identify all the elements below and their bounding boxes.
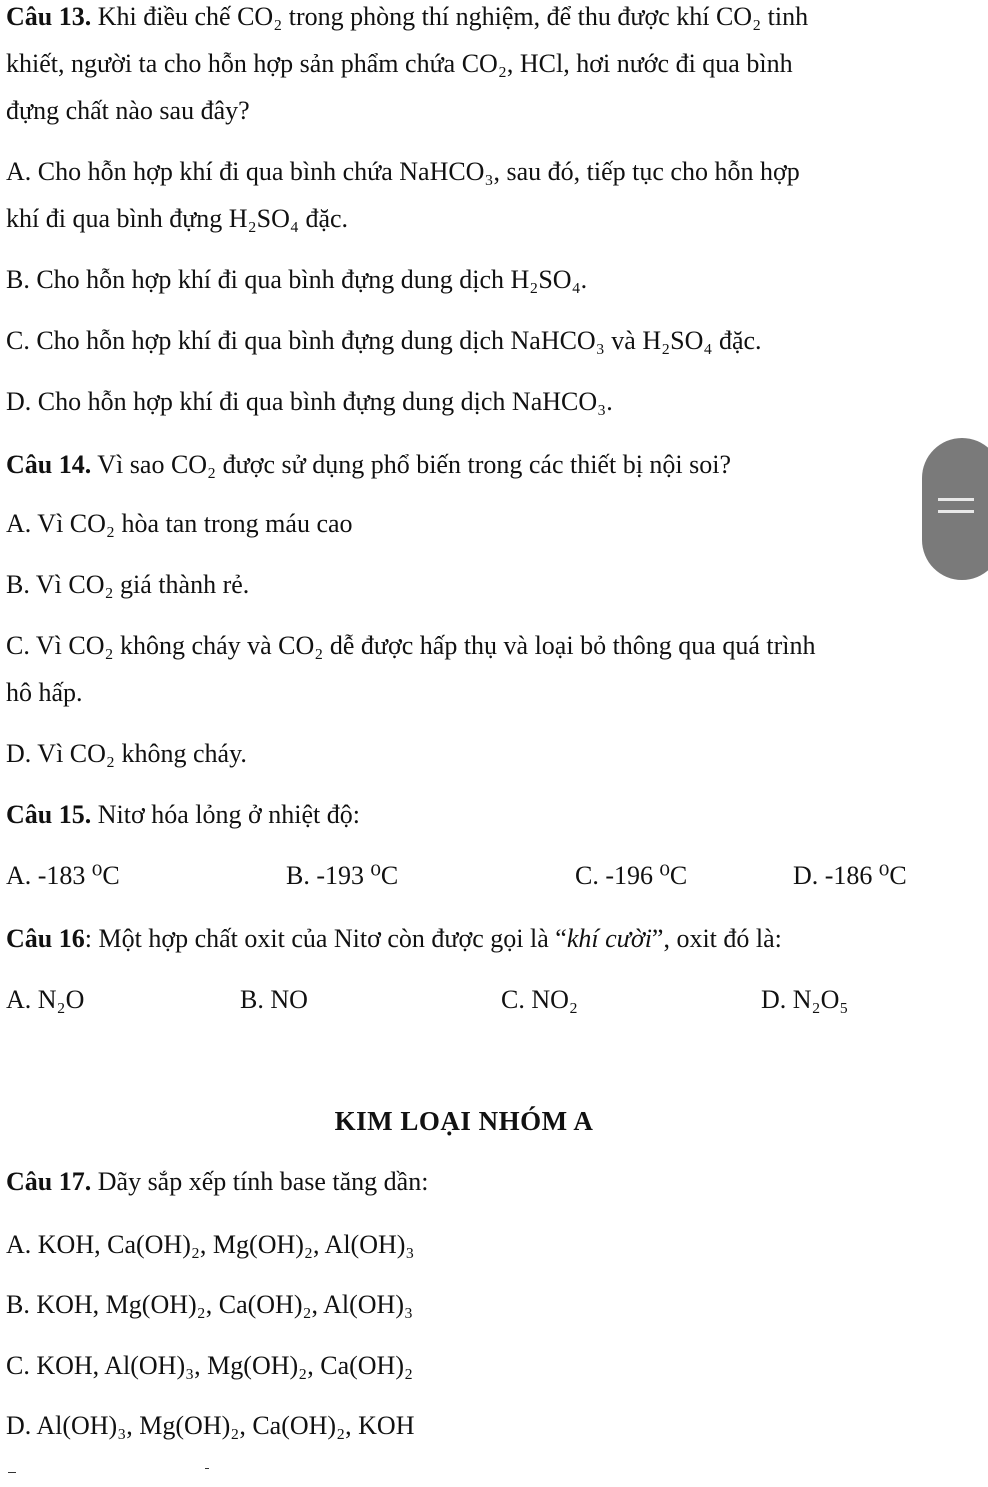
q17-option-d: D. Al(OH)₃, Mg(OH)₂, Ca(OH)₂, KOH [6,1411,415,1440]
q16-stem-text-before: : Một hợp chất oxit của Nitơ còn được gọi là “ [84,924,567,953]
q15-option-c: C. -196 ⁰C [575,861,688,890]
side-drag-handle[interactable] [922,438,988,580]
q17-stem-text: Dãy sắp xếp tính base tăng dần: [97,1167,429,1196]
q17-option-c: C. KOH, Al(OH)₃, Mg(OH)₂, Ca(OH)₂ [6,1351,414,1380]
q13-option-a-line-2: khí đi qua bình đựng H₂SO₄ đặc. [6,204,349,233]
q16-option-c: C. NO₂ [501,985,578,1014]
q16-stem-text-after: ”, oxit đó là: [651,924,782,953]
q13-option-a-line-1: A. Cho hỗn hợp khí đi qua bình chứa NaHCO₃, sau đó, tiếp tục cho hỗn hợp [6,157,800,186]
q13-option-d: D. Cho hỗn hợp khí đi qua bình đựng dung dịch NaHCO₃. [6,387,613,416]
q13-option-c: C. Cho hỗn hợp khí đi qua bình đựng dung dịch NaHCO₃ và H₂SO₄ đặc. [6,326,762,355]
q14-option-a: A. Vì CO₂ hòa tan trong máu cao [6,509,353,538]
q14-option-d: D. Vì CO₂ không cháy. [6,739,247,768]
q13-option-b: B. Cho hỗn hợp khí đi qua bình đựng dung dịch H₂SO₄. [6,265,588,294]
q14-option-c-line-2: hô hấp. [6,678,83,707]
q15-label: Câu 15 [6,800,85,829]
section-heading: KIM LOẠI NHÓM A [334,1106,594,1136]
q14-stem: Câu 14. Vì sao CO₂ được sử dụng phổ biến trong các thiết bị nội soi? [6,450,732,479]
q13-label: Câu 13 [6,2,85,31]
q16-label: Câu 16 [6,924,85,953]
q16-option-a: A. N₂O [6,985,85,1014]
q15-option-a: A. -183 ⁰C [6,861,120,890]
q17-label: Câu 17 [6,1167,85,1196]
q13-stem-line-2: khiết, người ta cho hỗn hợp sản phẩm chứa CO₂, HCl, hơi nước đi qua bình [6,49,793,78]
q17-option-a: A. KOH, Ca(OH)₂, Mg(OH)₂, Al(OH)₃ [6,1230,415,1259]
q15-stem-text: Nitơ hóa lỏng ở nhiệt độ: [97,800,360,829]
q17-stem: Câu 17. Dãy sắp xếp tính base tăng dần: [6,1167,429,1196]
q15-stem: Câu 15. Nitơ hóa lỏng ở nhiệt độ: [6,800,360,829]
q16-stem-italic: khí cười [566,924,652,953]
q15-option-d: D. -186 ⁰C [793,861,907,890]
q14-option-b: B. Vì CO₂ giá thành rẻ. [6,570,250,599]
q14-stem-text: Vì sao CO₂ được sử dụng phổ biến trong các thiết bị nội soi? [97,450,732,479]
q16-option-b: B. NO [240,985,308,1014]
q17-option-b: B. KOH, Mg(OH)₂, Ca(OH)₂, Al(OH)₃ [6,1290,414,1319]
grip-line-bottom [938,510,974,513]
q13-stem-line-3: đựng chất nào sau đây? [6,96,250,125]
q14-label: Câu 14 [6,450,85,479]
q16-option-d: D. N₂O₅ [761,985,849,1014]
q14-option-c-line-1: C. Vì CO₂ không cháy và CO₂ dễ được hấp thụ và loại bỏ thông qua quá trình [6,631,816,660]
q15-option-b: B. -193 ⁰C [286,861,399,890]
q13-stem-text-1: Khi điều chế CO₂ trong phòng thí nghiệm, để thu được khí CO₂ tinh [97,2,809,31]
cutoff-mark-left [8,1472,16,1487]
grip-line-top [938,498,974,501]
q16-stem [6,922,782,956]
q13-stem-line-1: Câu 13. Khi điều chế CO₂ trong phòng thí nghiệm, để thu được khí CO₂ tinh [6,2,809,31]
